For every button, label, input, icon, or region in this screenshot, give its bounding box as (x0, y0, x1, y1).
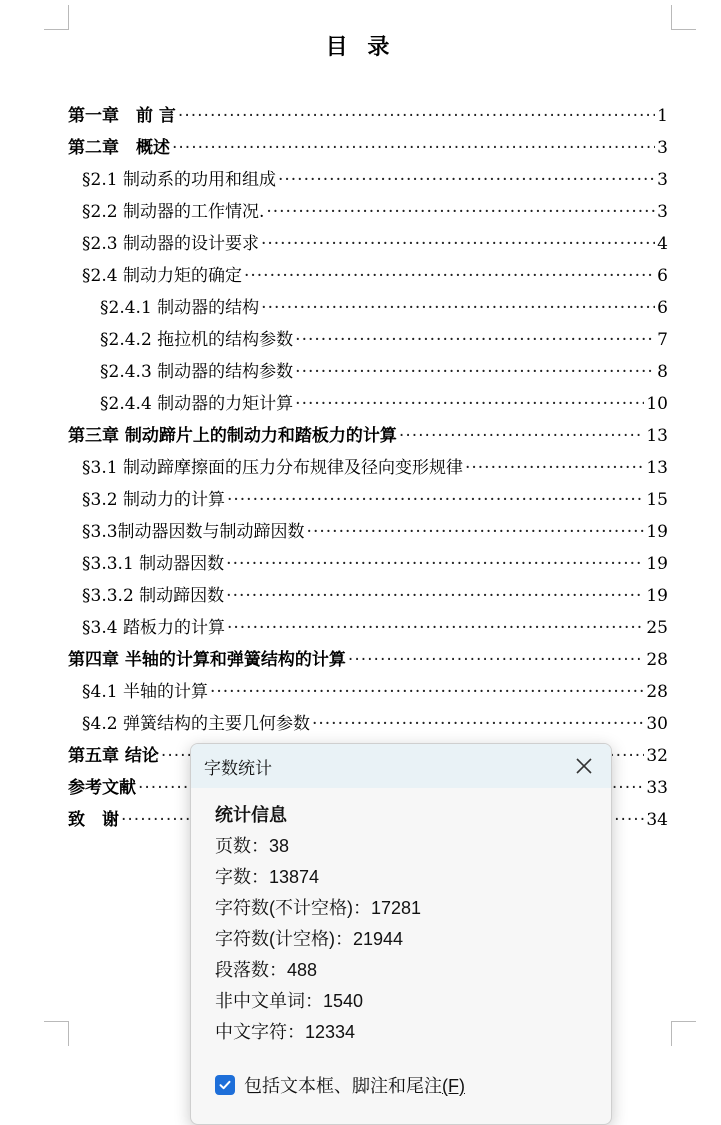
statistic-value: 21944 (353, 929, 404, 949)
toc-page-number: 3 (657, 202, 668, 222)
toc-entry-title: §2.4.4 制动器的力矩计算 (100, 394, 294, 414)
toc-page-number: 3 (657, 138, 668, 158)
toc-entry-title: §2.3 制动器的设计要求 (82, 234, 259, 254)
statistic-label: 段落数 (215, 960, 269, 980)
page-corner-mark (671, 5, 696, 30)
toc-leader-dots (295, 394, 644, 414)
toc-entry-title: 致 谢 (68, 810, 119, 830)
toc-entry[interactable] (68, 638, 668, 670)
toc-entry-title: 第一章 前 言 (68, 106, 176, 126)
toc-entry[interactable] (68, 510, 668, 542)
close-button[interactable] (571, 753, 597, 779)
statistic-value: 17281 (371, 898, 422, 918)
toc-entry[interactable] (68, 542, 668, 574)
toc-entry-title: §2.4.1 制动器的结构 (100, 298, 260, 318)
toc-page-number: 34 (646, 810, 668, 830)
toc-page-number: 7 (657, 330, 668, 350)
toc-leader-dots (226, 554, 644, 574)
toc-entry-title: 第二章 概述 (68, 138, 170, 158)
statistics-heading: 统计信息 (215, 805, 287, 825)
statistic-separator: ： (287, 1022, 305, 1042)
toc-entry-title: §2.2 制动器的工作情况. (82, 202, 265, 222)
toc-entry-title: 第四章 半轴的计算和弹簧结构的计算 (68, 650, 346, 670)
statistic-value: 13874 (269, 867, 320, 887)
toc-entry-title: §4.1 半轴的计算 (82, 682, 208, 702)
page-corner-mark (671, 1021, 696, 1046)
toc-leader-dots (210, 682, 644, 702)
statistic-value: 1540 (323, 991, 364, 1011)
toc-entry-title: §3.3制动器因数与制动蹄因数 (82, 522, 305, 542)
checkbox-label: 包括文本框、脚注和尾注(F) (244, 1076, 465, 1096)
toc-leader-dots (172, 138, 655, 158)
word-count-dialog (190, 743, 612, 1125)
toc-leader-dots (295, 330, 655, 350)
toc-entry-title: §3.3.2 制动蹄因数 (82, 586, 225, 606)
toc-page-number: 32 (646, 746, 668, 766)
document-title: 目 录 (325, 35, 396, 60)
statistic-label: 字符数(不计空格) (215, 898, 353, 918)
toc-leader-dots (244, 266, 655, 286)
toc-page-number: 33 (646, 778, 668, 798)
dialog-header (191, 744, 611, 788)
toc-entry[interactable] (68, 286, 668, 318)
toc-entry[interactable] (68, 702, 668, 734)
toc-leader-dots (312, 714, 644, 734)
toc-leader-dots (348, 650, 644, 670)
toc-page-number: 13 (646, 426, 668, 446)
statistic-label: 中文字符 (215, 1022, 287, 1042)
statistic-row (215, 924, 587, 955)
statistic-separator: ： (269, 960, 287, 980)
toc-page-number: 28 (646, 650, 668, 670)
toc-leader-dots (266, 202, 655, 222)
toc-entry[interactable] (68, 606, 668, 638)
toc-page-number: 8 (657, 362, 668, 382)
toc-page-number: 4 (657, 234, 668, 254)
toc-page-number: 28 (646, 682, 668, 702)
checkmark-icon (218, 1078, 232, 1092)
toc-entry[interactable] (68, 190, 668, 222)
toc-entry[interactable] (68, 318, 668, 350)
include-textbox-footnote-option[interactable] (215, 1072, 587, 1098)
statistic-label: 字数 (215, 867, 251, 887)
toc-entry-title: 第三章 制动蹄片上的制动力和踏板力的计算 (68, 426, 397, 446)
toc-page-number: 10 (646, 394, 668, 414)
toc-entry-title: 第五章 结论 (68, 746, 159, 766)
statistic-separator: ： (305, 991, 323, 1011)
statistic-separator: ： (335, 929, 353, 949)
statistic-label: 字符数(计空格) (215, 929, 335, 949)
toc-entry-title: §4.2 弹簧结构的主要几何参数 (82, 714, 310, 734)
toc-page-number: 30 (646, 714, 668, 734)
dialog-title: 字数统计 (204, 758, 272, 778)
toc-entry[interactable] (68, 254, 668, 286)
statistic-separator: ： (251, 867, 269, 887)
toc-page-number: 6 (657, 266, 668, 286)
statistic-row (215, 862, 587, 893)
toc-entry-title: 参考文献 (68, 778, 136, 798)
statistic-row (215, 893, 587, 924)
statistic-label: 非中文单词 (215, 991, 305, 1011)
toc-entry[interactable] (68, 94, 668, 126)
toc-page-number: 19 (646, 554, 668, 574)
toc-page-number: 15 (646, 490, 668, 510)
toc-leader-dots (261, 298, 655, 318)
toc-entry[interactable] (68, 222, 668, 254)
statistic-value: 38 (269, 836, 290, 856)
toc-entry[interactable] (68, 382, 668, 414)
toc-leader-dots (178, 106, 655, 126)
close-icon (575, 757, 593, 775)
toc-entry-title: §3.1 制动蹄摩擦面的压力分布规律及径向变形规律 (82, 458, 463, 478)
statistic-separator: ： (251, 836, 269, 856)
statistic-row (215, 986, 587, 1017)
toc-entry-title: §3.4 踏板力的计算 (82, 618, 225, 638)
toc-page-number: 25 (646, 618, 668, 638)
statistic-row (215, 1017, 587, 1048)
toc-entry[interactable] (68, 670, 668, 702)
statistic-separator: ： (353, 898, 371, 918)
statistic-row (215, 955, 587, 986)
toc-page-number: 3 (657, 170, 668, 190)
toc-entry-title: §2.1 制动系的功用和组成 (82, 170, 276, 190)
toc-page-number: 19 (646, 586, 668, 606)
toc-page-number: 19 (646, 522, 668, 542)
toc-entry-title: §2.4 制动力矩的确定 (82, 266, 242, 286)
toc-leader-dots (399, 426, 644, 446)
statistic-value: 12334 (305, 1022, 356, 1042)
toc-leader-dots (278, 170, 655, 190)
toc-entry[interactable] (68, 414, 668, 446)
toc-page-number: 1 (657, 106, 668, 126)
toc-leader-dots (261, 234, 655, 254)
toc-leader-dots (465, 458, 644, 478)
toc-entry-title: §3.2 制动力的计算 (82, 490, 225, 510)
statistic-value: 488 (287, 960, 318, 980)
statistics-list (215, 831, 587, 1048)
toc-entry-title: §2.4.3 制动器的结构参数 (100, 362, 294, 382)
toc-entry[interactable] (68, 478, 668, 510)
toc-leader-dots (295, 362, 655, 382)
toc-entry[interactable] (68, 158, 668, 190)
toc-entry-title: §3.3.1 制动器因数 (82, 554, 225, 574)
page-corner-mark (44, 5, 69, 30)
toc-leader-dots (227, 618, 644, 638)
toc-page-number: 13 (646, 458, 668, 478)
statistic-label: 页数 (215, 836, 251, 856)
page-corner-mark (44, 1021, 69, 1046)
toc-leader-dots (227, 490, 644, 510)
toc-entry[interactable] (68, 446, 668, 478)
toc-page-number: 6 (657, 298, 668, 318)
statistic-row (215, 831, 587, 862)
toc-entry[interactable] (68, 126, 668, 158)
include-textbox-checkbox[interactable] (215, 1075, 235, 1095)
toc-entry-title: §2.4.2 拖拉机的结构参数 (100, 330, 294, 350)
toc-leader-dots (226, 586, 644, 606)
toc-entry[interactable] (68, 574, 668, 606)
toc-entry[interactable] (68, 350, 668, 382)
toc-leader-dots (307, 522, 645, 542)
